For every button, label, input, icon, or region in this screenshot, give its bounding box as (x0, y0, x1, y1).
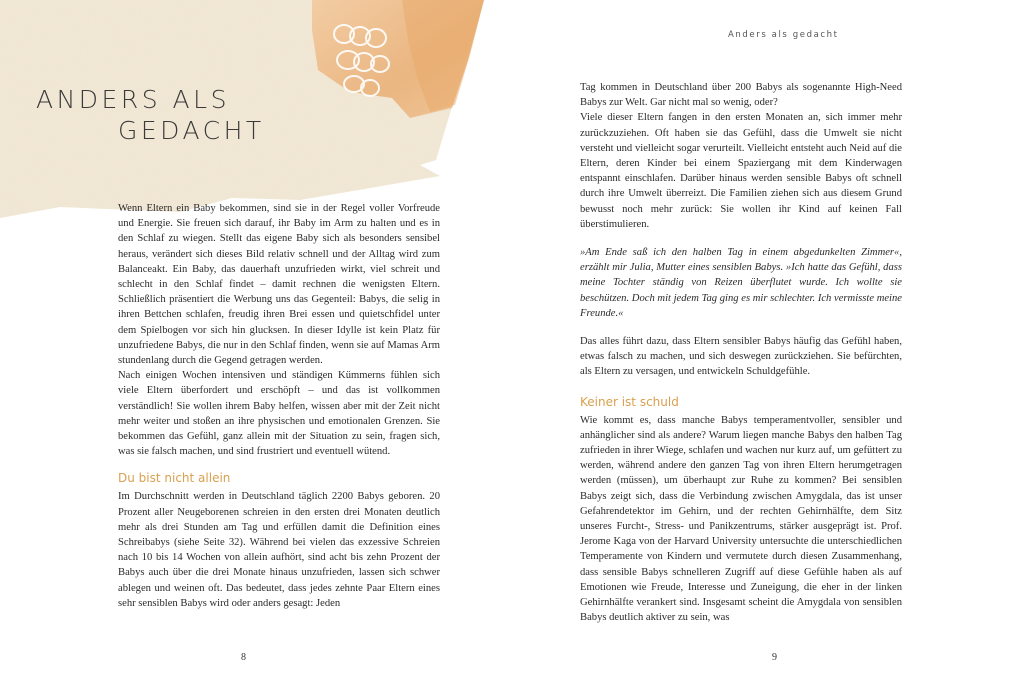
chapter-title (36, 84, 265, 146)
body-paragraph: Viele dieser Eltern fangen in den ersten Monaten an, sich immer mehr zurückzuziehen. Oft haben sie das Gefühl, dass die Umwelt sie nicht versteht und vielleicht sogar verurteilt. Vielleicht entsteht auch Neid auf die Eltern, deren Kinder bei einem Spaziergang mit dem Kinderwagen entspannt einschlafen. Darüber hinaus werden sensible Babys oft schnell durch ihre Umwelt überreizt. Die Familien ziehen sich aus diesem Grund bewusst noch mehr zurück: Sie wollen ihr Kind auf keinen Fall überstimulieren. (580, 112, 902, 230)
section-heading: Du bist nicht allein (118, 471, 231, 486)
right-text-column (580, 80, 902, 626)
chapter-title-line-2: GEDACHT (118, 116, 265, 145)
page-number: 8 (241, 652, 246, 663)
page-number: 9 (772, 652, 777, 663)
right-page (510, 0, 1020, 685)
body-paragraph: Wenn Eltern ein Baby bekommen, sind sie in der Regel voller Vorfreude und Energie. Sie freuen sich darauf, ihr Baby im Arm zu halten und es in den Schlaf zu wiegen. Stellt das eigene Baby sich als besonders sensibel heraus, verändert sich dieses Bild relativ schnell und der Alltag wird zum Balanceakt. Ein Baby, das dauerhaft unzufrieden wirkt, viel schreit und schlecht in den Schlaf findet – damit rechnen die wenigsten Eltern. Schließlich präsentiert die Werbung uns das Gegenteil: Babys, die selig in ihren Bettchen schlafen, freudig ihren Brei essen und quietschfidel unter dem Spielbogen vor sich hin glucksen. In dieser Idylle ist kein Platz für unzufriedene Babys, die nur in den Schlaf finden, wenn sie auf Mamas Arm stundenlang durch die Gegend getragen werden. (118, 203, 440, 367)
chapter-title-line-1: ANDERS ALS (36, 85, 230, 114)
quote-paragraph: »Am Ende saß ich den halben Tag in einem abgedunkelten Zimmer«, erzählt mir Julia, Mutter eines sensiblen Babys. »Ich hatte das Gefühl, dass meine Tochter ständig von Reizen überflutet wurde. Ich wollte sie beschützen. Doch mit jedem Tag ging es mir schlechter. Ich vermisste meine Freunde.« (580, 247, 902, 319)
body-paragraph: Nach einigen Wochen intensiven und ständigen Kümmerns fühlen sich viele Eltern überfordert und erschöpft – und das ist vollkommen verständlich! Sie wollen ihrem Baby helfen, wissen aber mit der Zeit nicht mehr weiter und stoßen an ihre physischen und emotionalen Grenzen. Sie bekommen das Gefühl, ganz allein mit der Situation zu sein, fragen sich, was sie falsch machen, und sind frustriert und eventuell wütend. (118, 370, 440, 458)
body-paragraph: Das alles führt dazu, dass Eltern sensibler Babys häufig das Gefühl haben, etwas falsch zu machen, und sich deswegen zurückziehen. Sie befürchten, als Eltern zu versagen, und entwickeln Schuldgefühle. (580, 336, 902, 378)
body-paragraph: Wie kommt es, dass manche Babys temperamentvoller, sensibler und anhänglicher sind als andere? Warum liegen manche Babys den halben Tag zufrieden in ihrer Wiege, schlafen und wachen nur kurz auf, um gefüttert zu werden, während andere den ganzen Tag von ihren Eltern herumgetragen werden (müssen), um überhaupt zur Ruhe zu kommen? Bei sensiblen Babys zeigt sich, dass die Verbindung zwischen Amygdala, das ist unser Gefahrendetektor im Gehirn, und der rechten Gehirnhälfte, dem Sitz unseres Furcht-, Stress- und Panikzentrums, stärker ausgeprägt ist. Prof. Jerome Kaga von der Harvard University untersuchte die unterschiedlichen Temperamente von Kindern und vermutete durch diesen Zusammenhang, dass sensible Babys schnelleren Zugriff auf diese Gefühle haben als auf Emotionen wie Freude, Interesse und Zuneigung, die eher in der linken Gehirnhälfte verankert sind. Insgesamt scheint die Amygdala von sensiblen Babys deutlich aktiver zu sein, was (580, 414, 902, 624)
body-paragraph: Im Durchschnitt werden in Deutschland täglich 2200 Babys geboren. 20 Prozent aller Neugeborenen schreien in den ersten drei Monaten deutlich mehr als drei Stunden am Tag und erfüllen damit die Definition eines Schreibabys (siehe Seite 32). Während bei vielen das exzessive Schreien nach 10 bis 14 Wochen von allein aufhört, sind acht bis zehn Prozent der Babys auch über die drei Monate hinaus unzufrieden, lassen sich schwer ablegen und weinen oft. Das bedeutet, dass jedes zehnte Paar Eltern eines sehr sensiblen Babys wird oder anders gesagt: Jeden (118, 491, 440, 609)
running-head: Anders als gedacht (728, 30, 839, 40)
left-text-column (118, 201, 440, 611)
section-heading: Keiner ist schuld (580, 394, 679, 409)
body-paragraph: Tag kommen in Deutschland über 200 Babys als sogenannte High-Need Babys zur Welt. Gar nicht mal so wenig, oder? (580, 82, 902, 109)
